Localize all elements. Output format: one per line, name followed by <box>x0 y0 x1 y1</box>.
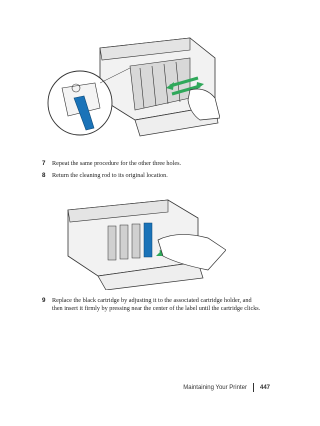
step-number: 7 <box>42 160 46 167</box>
step-number: 9 <box>42 297 46 304</box>
step-text: Replace the black cartridge by adjusting it to the associated cartridge holder, and then insert it firmly by pressing near the center of the label until the cartridge clicks. <box>52 297 261 312</box>
step-7 <box>42 160 272 168</box>
step-9 <box>42 297 262 312</box>
cartridge-insertion-illustration <box>48 190 226 290</box>
step-number: 8 <box>42 172 46 179</box>
step-8 <box>42 172 272 180</box>
page-footer <box>183 383 270 392</box>
step-text: Return the cleaning rod to its original location. <box>52 172 168 179</box>
cleaning-rod-illustration <box>40 28 220 148</box>
step-text: Repeat the same procedure for the other three holes. <box>52 160 182 167</box>
section-title: Maintaining Your Printer <box>183 384 247 391</box>
page-number: 447 <box>259 384 270 391</box>
footer-divider <box>253 383 254 392</box>
